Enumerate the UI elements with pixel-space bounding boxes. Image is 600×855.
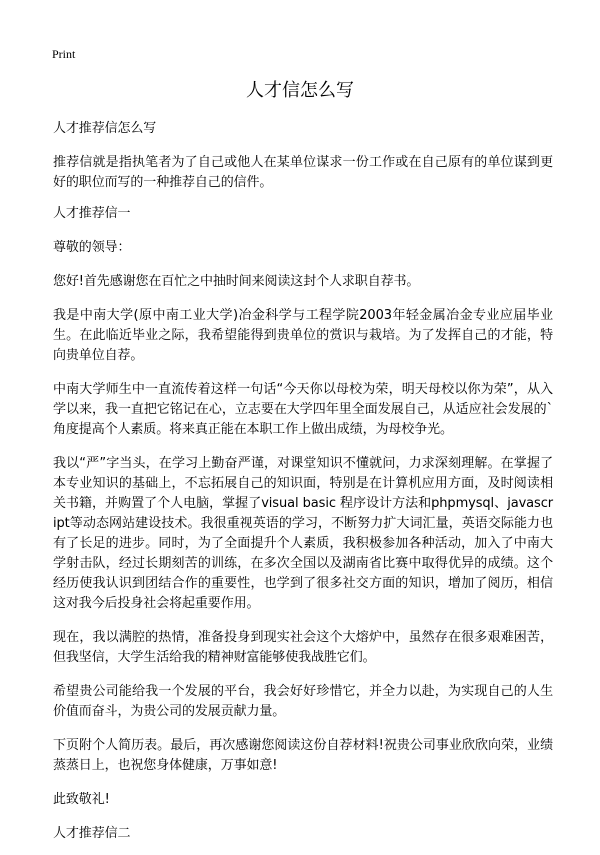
paragraph-closing: 下页附个人简历表。最后，再次感谢您阅读这份自荐材料!祝贵公司事业欣欣向荣，业绩蒸蒸日上，也祝您身体健康，万事如意! (53, 738, 553, 773)
paragraph-subtitle: 人才推荐信怎么写 (53, 121, 157, 136)
page-title: 人才信怎么写 (246, 80, 354, 101)
paragraph-resolve: 现在，我以满腔的热情，准备投身到现实社会这个大熔炉中，虽然存在很多艰难困苦，但我坚信，大学生活给我的精神财富能够使我战胜它们。 (53, 630, 553, 665)
paragraph-hope: 希望贵公司能给我一个发展的平台，我会好好珍惜它，并全力以赴，为实现自己的人生价值而奋斗，为贵公司的发展贡献力量。 (53, 684, 553, 719)
article-body (53, 119, 553, 855)
paragraph-letter-one-heading: 人才推荐信一 (53, 206, 131, 221)
paragraph-introduction: 我是中南大学(原中南工业大学)冶金科学与工程学院2003年轻金属冶金专业应届毕业生。在此临近毕业之际，我希望能得到贵单位的赏识与栽培。为了发挥自己的才能，特向贵单位自荐。 (53, 308, 553, 363)
paragraph-salutation: 尊敬的领导： (53, 240, 131, 255)
paragraph-study: 我以“严”字当头，在学习上勤奋严谨，对课堂知识不懂就问，力求深刻理解。在掌握了本专业知识的基础上，不忘拓展自己的知识面，特别是在计算机应用方面，及时阅读相关书籍，并购置了个人电脑，掌握了visual basic 程序设计方法和phpmysql、javascript等动态网站建设技术。我很重视英语的学习，不断努力扩大词汇量，英语交际能力也有了长足的进步。同时，为了全面提升个人素质，我积极参加各种活动，加入了中南大学射击队，经过长期刻苦的训练，在多次全国以及湖南省比赛中取得优异的成绩。这个经历使我认识到团结合作的重要性，也学到了很多社交方面的知识，增加了阅历，相信这对我今后投身社会将起重要作用。 (53, 456, 553, 611)
paragraph-motto: 中南大学师生中一直流传着这样一句话“今天你以母校为荣，明天母校以你为荣”，从入学以来，我一直把它铭记在心，立志要在大学四年里全面发展自己，从适应社会发展的`角度提高个人素质。将来真正能在本职工作上做出成绩，为母校争光。 (53, 382, 553, 437)
paragraph-definition: 推荐信就是指执笔者为了自己或他人在某单位谋求一份工作或在自己原有的单位谋到更好的职位而写的一种推荐自己的信件。 (53, 155, 553, 190)
paragraph-greeting: 您好!首先感谢您在百忙之中抽时间来阅读这封个人求职自荐书。 (53, 274, 420, 289)
paragraph-regards: 此致敬礼! (53, 792, 110, 807)
print-link[interactable]: Print (52, 47, 76, 61)
paragraph-letter-two-heading: 人才推荐信二 (53, 826, 131, 841)
